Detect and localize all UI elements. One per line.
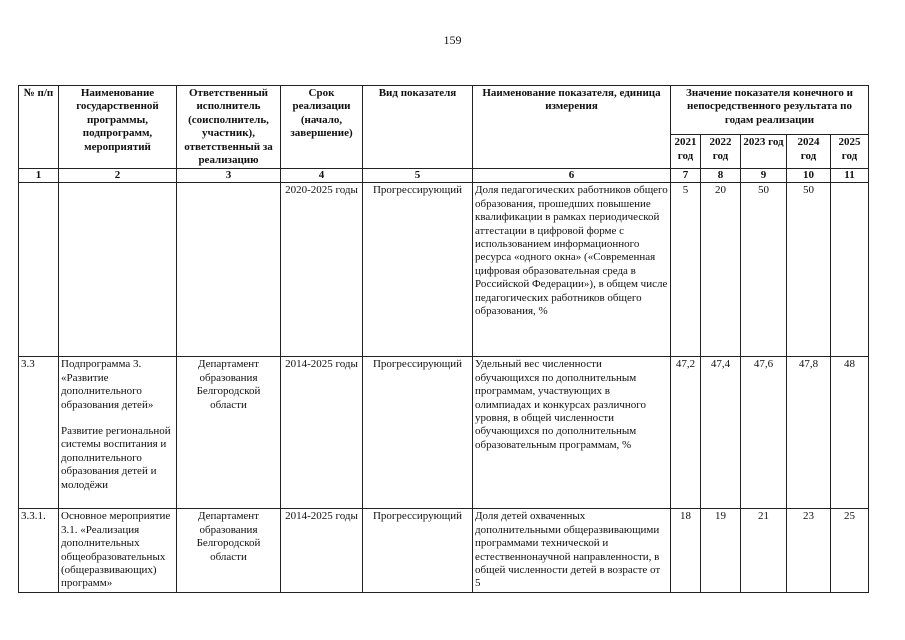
table-row [19, 357, 869, 509]
column-number: 11 [831, 169, 869, 183]
row-executor [177, 183, 281, 357]
column-number: 5 [363, 169, 473, 183]
column-number: 8 [701, 169, 741, 183]
header-program: Наименование государственной программы, подпрограмм, мероприятий [59, 86, 177, 169]
row-value-2024: 50 [787, 183, 831, 357]
column-number: 4 [281, 169, 363, 183]
row-program-cell [59, 357, 177, 509]
row-value-2021: 18 [671, 509, 701, 592]
row-value-2022: 20 [701, 183, 741, 357]
page-number: 159 [443, 33, 462, 47]
header-executor: Ответственный исполнитель (соисполнитель, участник), ответственный за реализацию [177, 86, 281, 169]
row-indicator-type: Прогрессирующий [363, 509, 473, 592]
header-year-2023: 2023 год [741, 135, 787, 169]
row-value-2023: 21 [741, 509, 787, 592]
row-value-2025: 48 [831, 357, 869, 509]
header-indicator-type: Вид показателя [363, 86, 473, 169]
header-year-2022: 2022 год [701, 135, 741, 169]
header-values-group: Значение показателя конечного и непосредственного результата по годам реализации [671, 86, 869, 135]
row-program-extra: Развитие региональной системы воспитания и дополнительного образования детей и молодёжи [61, 425, 171, 491]
row-term: 2014-2025 годы [281, 509, 363, 592]
row-value-2021: 5 [671, 183, 701, 357]
column-number: 7 [671, 169, 701, 183]
row-term: 2014-2025 годы [281, 357, 363, 509]
header-row [19, 86, 869, 135]
column-numbers-row [19, 169, 869, 183]
row-indicator-type: Прогрессирующий [363, 183, 473, 357]
row-executor: Департамент образования Белгородской области [177, 357, 281, 509]
row-value-2025 [831, 183, 869, 357]
indicators-table [18, 85, 869, 593]
row-num: 3.3.1. [19, 509, 59, 592]
column-number: 2 [59, 169, 177, 183]
row-indicator-type: Прогрессирующий [363, 357, 473, 509]
column-number: 1 [19, 169, 59, 183]
row-value-2024: 47,8 [787, 357, 831, 509]
spacer [61, 412, 174, 425]
row-value-2021: 47,2 [671, 357, 701, 509]
row-term: 2020-2025 годы [281, 183, 363, 357]
row-indicator-name: Доля педагогических работников общего образования, прошедших повышение квалификации в рамках периодической аттестации в цифровой форме с использованием информационного ресурса «одного окна» («Современная цифровая образовательная среда в Российской Федерации»), в общем числе педагогических работников общего образования, % [473, 183, 671, 357]
row-value-2022: 19 [701, 509, 741, 592]
column-number: 9 [741, 169, 787, 183]
table-row [19, 509, 869, 592]
column-number: 6 [473, 169, 671, 183]
header-indicator-name: Наименование показателя, единица измерения [473, 86, 671, 169]
row-value-2023: 50 [741, 183, 787, 357]
row-program: Основное мероприятие 3.1. «Реализация дополнительных общеобразовательных (общеразвивающих) программ» [59, 509, 177, 592]
row-value-2025: 25 [831, 509, 869, 592]
row-num: 3.3 [19, 357, 59, 509]
row-value-2022: 47,4 [701, 357, 741, 509]
column-number: 3 [177, 169, 281, 183]
row-executor: Департамент образования Белгородской области [177, 509, 281, 592]
row-program: Подпрограмма 3. «Развитие дополнительного образования детей» [61, 358, 154, 411]
column-number: 10 [787, 169, 831, 183]
row-indicator-name: Доля детей охваченных дополнительными общеразвивающими программами технической и естественнонаучной направленности, в общей численности детей в возрасте от 5 [473, 509, 671, 592]
row-value-2023: 47,6 [741, 357, 787, 509]
row-indicator-name: Удельный вес численности обучающихся по дополнительным программам, участвующих в олимпиадах и конкурсах различного уровня, в общей численности обучающихся по дополнительным образовательным программам, % [473, 357, 671, 509]
header-year-2021: 2021 год [671, 135, 701, 169]
row-value-2024: 23 [787, 509, 831, 592]
header-num: № п/п [19, 86, 59, 169]
row-program [59, 183, 177, 357]
header-year-2025: 2025 год [831, 135, 869, 169]
table-row [19, 183, 869, 357]
header-year-2024: 2024 год [787, 135, 831, 169]
row-num [19, 183, 59, 357]
header-term: Срок реализации (начало, завершение) [281, 86, 363, 169]
